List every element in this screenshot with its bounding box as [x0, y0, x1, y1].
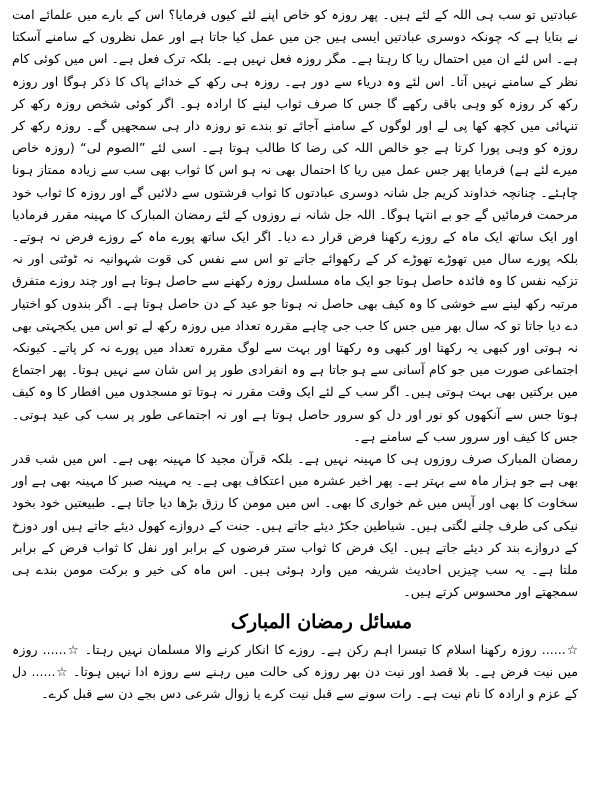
article-paragraph-2: رمضان المبارک صرف روزوں ہی کا مہینہ نہیں ہے۔ بلکہ قرآن مجید کا مہینہ بھی ہے۔ اس میں شب قدر بھی ہے جو ہزار ماہ سے بہتر ہے۔ پھر اخیر عشرہ میں اعتکاف بھی ہے۔ یہ مہینہ صبر کا مہینہ بھی ہے اور سخاوت کا بھی اور آپس میں غم خواری کا بھی۔ اس میں مومن کا رزق بڑھا دیا جاتا ہے۔ طبیعتیں خود بخود نیکی کی طرف چلنے لگتی ہیں۔ شیاطین جکڑ دیئے جاتے ہیں۔ جنت کے دروازے کھول دیئے جاتے ہیں اور دوزخ کے دروازے بند کر دیئے جاتے ہیں۔ ایک فرض کا ثواب ستر فرضوں کے برابر اور نفل کا ثواب فرض کے برابر ملتا ہے۔ یہ سب چیزیں احادیث شریفہ میں وارد ہوئی ہیں۔ اس ماہ کی خیر و برکت مومن بندے ہی سمجھتے اور محسوس کرتے ہیں۔ [12, 451, 578, 600]
section-heading: مسائل رمضان المبارک [230, 611, 412, 634]
article-paragraph-1: عبادتیں تو سب ہی اللہ کے لئے ہیں۔ پھر روزہ کو خاص اپنے لئے کیوں فرمایا؟ اس کے بارے میں علمائے امت نے بتایا ہے کہ چونکہ دوسری عبادتیں ایسی ہیں جن میں عمل کیا جاتا ہے اور عمل نظروں کے سامنے آسکتا ہے۔ اس لئے ان میں احتمال ریا کا رہتا ہے۔ مگر روزہ فعل نہیں ہے۔ بلکہ ترک فعل ہے۔ اس میں کوئی کام نظر کے سامنے نہیں آتا۔ اس لئے وہ دریاء سے دور ہے۔ روزہ ہی رکھ کے خدائے پاک کا ذکر ہوگا اور روزہ رکھ کر روزہ کو وہی باقی رکھے گا جس کا صرف ثواب لینے کا ارادہ ہو۔ اگر کوئی شخص روزہ رکھ کر تنہائی میں کچھ کھا پی لے اور لوگوں کے سامنے آجائے تو بندے تو روزہ دار ہی سمجھیں گے۔ روزہ رکھ کر روزہ کو وہی پورا کرتا ہے جو خالص اللہ کی رضا کا طالب ہوتا ہے۔ اسی لئے ”الصوم لی“ (روزہ خاص میرے لئے ہے) فرمایا پھر جس عمل میں ریا کا احتمال بھی نہ ہو اس کا ثواب بھی سب سے زیادہ ممتاز ہونا چاہئے۔ چنانچہ خداوند کریم جل شانہ دوسری عبادتوں کا ثواب فرشتوں سے دلائیں گے اور روزہ کا ثواب خود مرحمت فرمائیں گے جو بے انتہا ہوگا۔ اللہ جل شانہ نے روزوں کے لئے رمضان المبارک کا مہینہ مقرر فرمادیا اور ایک ساتھ ایک ماہ کے روزے رکھنا فرض قرار دے دیا۔ اگر ایک ساتھ پورے ماہ کے روزے فرض نہ ہوتے۔ بلکہ پورے سال میں تھوڑے تھوڑے کر کے رکھوائے جاتے تو اس سے نفس کی قوت شہوانیہ نہ ٹوٹتی اور نہ تزکیہ نفس کا وہ فائدہ حاصل ہوتا جو ایک ماہ مسلسل روزہ رکھنے سے حاصل ہوتا ہے اور چند روزے متفرق مرتبہ رکھ لینے سے خوشی کا وہ کیف بھی حاصل نہ ہوتا جو عید کے دن حاصل ہوتا ہے۔ اگر بندوں کو اختیار دے دیا جاتا تو کہ سال بھر میں جس کا جب جی چاہے مقررہ تعداد میں روزہ رکھ لے تو اس میں یکجہتی بھی نہ ہوتی اور کبھی یہ رکھتا اور کبھی وہ رکھتا اور بہت سے لوگ مقررہ تعداد میں پورے نہ کر پاتے۔ کیونکہ اجتماعی صورت میں جو کام آسانی سے ہو جاتا ہے وہ انفرادی طور پر اس شان سے نہیں ہوتا۔ پھر اجتماع میں برکتیں بھی بہت ہوتی ہیں۔ اگر سب کے لئے ایک وقت مقرر نہ ہوتا تو مسجدوں میں افطار کا وہ کیف ہوتا جس سے آنکھوں کو نور اور دل کو سرور حاصل ہوتا ہے اور نہ اجتماعی طور پر سب کی عید ہوتی۔ جس کا کیف اور سرور سب کے سامنے ہے۔ [12, 7, 578, 444]
rules-text: ☆...... روزہ رکھنا اسلام کا تیسرا اہم رکن ہے۔ روزے کا انکار کرنے والا مسلمان نہیں رہتا۔ ☆...... روزہ میں نیت فرض ہے۔ بلا قصد اور نیت دن بھر روزہ کی حالت میں رہنے سے روزہ ادا نہیں ہوتا۔ ☆...... دل کے عزم و ارادہ کا نام نیت ہے۔ رات سونے سے قبل نیت کرے یا زوال شرعی دس بجے دن سے قبل کرے۔ [12, 642, 578, 702]
section-heading-row [12, 607, 578, 637]
